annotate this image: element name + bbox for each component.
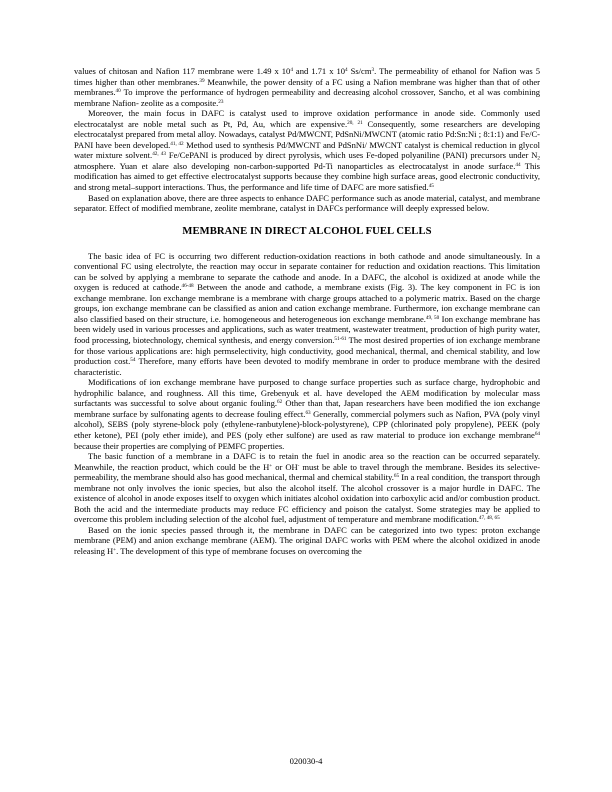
citation-superscript: 63	[305, 409, 311, 416]
text-run: The most desired properties of ion exchange membrane for those various applications are: high permselectivity, high conductivity, good mechanical, thermal, and chemical stability, and low production cost.	[74, 335, 540, 367]
text-run: Moreover, the main focus in DAFC is catalyst used to improve oxidation performance in anode side. Commonly used electrocatalyst are noble metal such as Pt, Pd, Au, which are expensive.	[74, 108, 540, 129]
citation-superscript: 45	[428, 183, 434, 190]
text-run: Between the anode and cathode, a membrane exists (Fig. 3). The key component in FC is ion exchange membrane. Ion exchange membrane is a membrane with charge groups attached to a polymeric matrix. Based on the charge groups, ion exchange membrane can be classified as anion and cation exchange membrane. Furthermore, ion exchange membrane can also classified based on their structure, i.e. homogeneous and heterogeneous ion exchange membrane.	[74, 282, 540, 324]
citation-superscript: +	[113, 546, 117, 553]
citation-superscript: 4	[290, 67, 293, 73]
citation-superscript: 51-61	[334, 336, 347, 343]
citation-superscript: 46-48	[181, 283, 194, 290]
text-run: or OH	[272, 461, 298, 472]
section-heading: MEMBRANE IN DIRECT ALCOHOL FUEL CELLS	[182, 225, 432, 237]
citation-superscript: 62	[277, 399, 283, 406]
paragraph	[74, 108, 540, 192]
text-run: . The development of this type of membrane focuses on overcoming the	[116, 545, 362, 556]
citation-superscript: 65	[393, 473, 400, 480]
text-run: Ss/cm	[347, 66, 372, 76]
citation-superscript: 47, 48, 65	[478, 515, 500, 522]
citation-superscript: 49, 50	[425, 314, 440, 321]
paragraph	[74, 251, 540, 378]
citation-superscript: 20, 21	[347, 119, 363, 126]
citation-superscript: +	[269, 462, 273, 469]
citation-superscript: 4	[345, 67, 348, 73]
text-run: Therefore, many efforts have been devoted to modify membrane in order to produce membrane with the desired characteristic.	[74, 356, 540, 377]
text-run: must be able to travel through the membrane. Besides its selective-permeability, the membrane should also has good mechanical, thermal and chemical stability.	[74, 461, 540, 483]
text-run: Method used to synthesis Pd/MWCNT and PdSnNi/ MWCNT catalyst is chemical reduction in glycol water mixture solvent.	[74, 139, 540, 161]
text-run: Modifications of ion exchange membrane have purposed to change surface properties such as surface charge, hydrophobic and hydrophilic balance, and roughness. All this time, Grebenyuk et al. have developed the AEM modification by molecular mass surfactants was successful to solve about organic fouling.	[74, 377, 540, 409]
paragraph	[74, 451, 540, 525]
citation-superscript: 44	[515, 161, 521, 168]
text-run: Ion exchange membrane has been widely used in various processes and applications, such as water treatment, wastewater treatment, production of high purity water, food processing, biotechnology, chemical synthesis, and energy conversion.	[74, 313, 541, 346]
section-paragraphs	[74, 251, 540, 557]
text-run: . The permeability of ethanol for Nafion was 5 times higher than other membranes.	[74, 66, 540, 87]
text-run: To improve the performance of hydrogen permeability and decreasing alcohol crossover, Sancho, et al was combining membrane Nafion- zeolite as a composite.	[74, 87, 540, 108]
citation-superscript: -	[297, 462, 300, 469]
text-run: This modification has aimed to get effective electrocatalyst supports because they combine high surface areas, good electronic conductivity, and strong metal–support interactions. Thus, the performance and life time of DAFC are more satisfied.	[74, 160, 540, 193]
paragraph	[74, 193, 540, 214]
citation-superscript: 40	[115, 88, 121, 95]
citation-superscript: 3	[371, 67, 375, 73]
page-footer-number: 020030-4	[289, 756, 323, 766]
citation-superscript: 23	[218, 98, 224, 105]
text-run: values of chitosan and Nafion 117 membrane were 1.49 x 10	[74, 66, 291, 76]
text-run: and 1.71 x 10	[292, 66, 346, 76]
citation-superscript: 64	[534, 430, 540, 437]
text-run: Other than that, Japan researchers have been modified the ion exchange membrane surface by sulfonating agents to decrease fouling effect.	[74, 398, 540, 419]
text-run: atmosphere. Yuan et alare also developing non-carbon-supported Pd-Ti nanoparticles as electrocatalyst in anode surface.	[74, 160, 516, 171]
text-run: The basic idea of FC is occurring two different reduction-oxidation reactions in both cathode and anode simultaneously. In a conventional FC using electrolyte, the reaction may occur in separate container for reduction and oxidation reactions. This limitation can be solved by applying a membrane to separate the cathode and anode. In a DAFC, the alcohol is oxidized at anode while the oxygen is reduced at cathode.	[74, 250, 540, 293]
paragraph	[74, 377, 540, 451]
citation-superscript: 39	[199, 77, 205, 84]
text-run: In a real condition, the transport through membrane not only involves the ionic species, but also the alcohol itself. The alcohol crossover is a major hurdle in DAFC. The existence of alcohol in anode exposes itself to oxygen which initiates alcohol oxidation into carboxylic acid and/or combustion product. Both the acid and the intermediate products may reduce FC efficiency and poison the catalyst. Some strategies may be applied to overcome this problem including selection of the alcohol fuel, adjustment of temperature and membrane modification.	[74, 472, 540, 525]
citation-superscript: 42, 43	[152, 151, 166, 158]
text-run: Meanwhile, the power density of a FC using a Nafion membrane was higher than that of other membranes.	[74, 76, 540, 98]
text-run: The basic function of a membrane in a DAFC is to retain the fuel in anodic area so the reaction can be occurred separately. Meanwhile, the reaction product, which could be the H	[74, 451, 540, 472]
text-run: Generally, commercial polymers such as Nafion, PVA (poly vinyl alcohol), SEBS (poly styrene-block poly (ethylene-ranbutylene)-block-polystyrene), CPP (chlorinated poly propylene), PEEK (poly ether ketone), PEI (poly ether imide), and PES (poly ether sulfone) are used as raw material to produce ion exchange membrane	[74, 408, 540, 440]
body-text	[74, 66, 540, 557]
text-run: Fe/CePANI is produced by direct pyrolysis, which uses Fe-doped polyaniline (PANI) precursors under N	[165, 150, 538, 161]
text-run: Based on explanation above, there are three aspects to enhance DAFC performance such as anode material, catalyst, and membrane separator. Effect of modified membrane, zeolite membrane, catalyst in DAFCs performance will deeply expressed below.	[74, 192, 540, 214]
intro-paragraphs	[74, 66, 540, 214]
paragraph	[74, 525, 540, 557]
citation-superscript: 41, 42	[170, 140, 184, 147]
citation-superscript: 54	[130, 357, 136, 364]
text-run: Based on the ionic species passed through it, the membrane in DAFC can be categorized into two types: proton exchange membrane (PEM) and anion exchange membrane (AEM). The original DAFC works with PEM where the alcohol oxidized in anode releasing H	[74, 524, 540, 556]
text-run: Consequently, some researchers are developing electrocatalyst prepared from metal alloy. Nowadays, catalyst Pd/MWCNT, PdSnNi/MWCNT (atomic ratio Pd:Sn:Ni ; 8:1:1) and Fe/C-PANI have been developed.	[74, 118, 541, 150]
paragraph	[74, 66, 540, 108]
subscript: 2	[537, 155, 540, 162]
text-run: because their properties are complying of PEMFC properties.	[74, 440, 285, 451]
